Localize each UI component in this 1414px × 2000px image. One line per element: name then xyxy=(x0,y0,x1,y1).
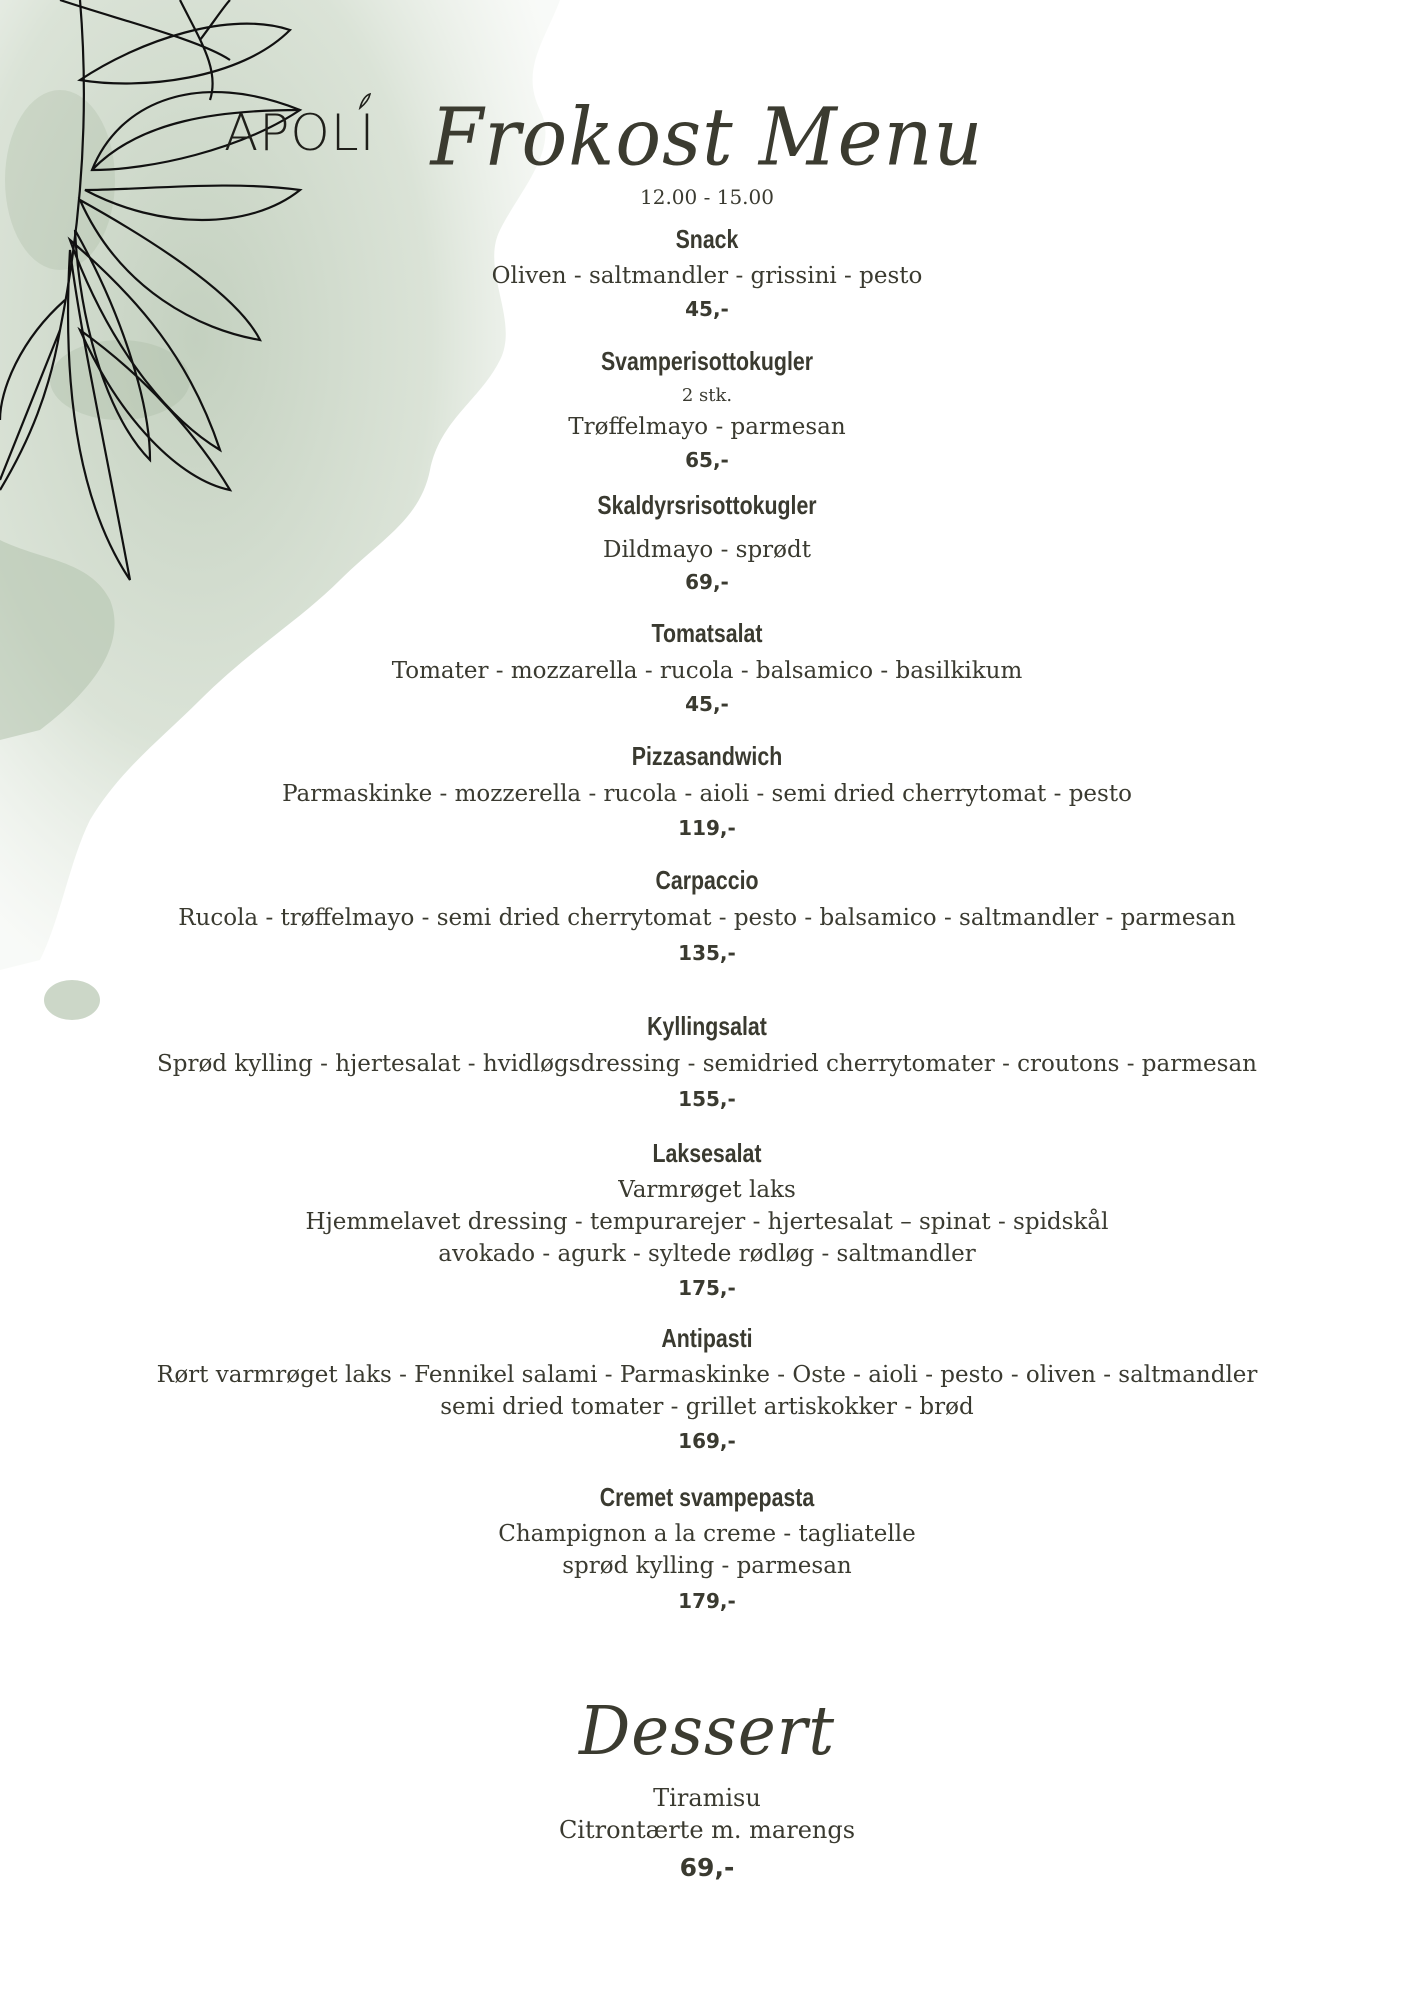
item-description: Champignon a la creme - tagliatelle xyxy=(498,1521,916,1547)
item-name: Antipasti xyxy=(661,1323,753,1353)
item-description: Hjemmelavet dressing - tempurarejer - hjertesalat – spinat - spidskål xyxy=(305,1209,1109,1235)
item-price: 119,- xyxy=(678,816,736,840)
item-description: Varmrøget laks xyxy=(618,1177,796,1203)
item-name: Tomatsalat xyxy=(651,618,763,648)
item-price: 179,- xyxy=(678,1589,736,1613)
item-description: Oliven - saltmandler - grissini - pesto xyxy=(491,263,923,289)
dessert-item: Tiramisu xyxy=(653,1784,761,1812)
item-description: Trøffelmayo - parmesan xyxy=(568,414,846,440)
item-price: 175,- xyxy=(678,1276,736,1300)
item-price: 169,- xyxy=(678,1429,736,1453)
item-description: sprød kylling - parmesan xyxy=(562,1553,852,1579)
item-description: Sprød kylling - hjertesalat - hvidløgsdressing - semidried cherrytomater - croutons - parmesan xyxy=(156,1051,1257,1077)
item-price: 65,- xyxy=(685,448,729,472)
dessert-title: Dessert xyxy=(578,1693,836,1771)
dessert-price: 69,- xyxy=(679,1853,735,1882)
item-description: Rørt varmrøget laks - Fennikel salami - Parmaskinke - Oste - aioli - pesto - oliven - saltmandler xyxy=(156,1362,1258,1388)
brand-logo: APOLI xyxy=(224,104,376,162)
menu-title: Frokost Menu xyxy=(430,89,984,184)
menu-hours: 12.00 - 15.00 xyxy=(640,185,774,209)
item-description: avokado - agurk - syltede rødløg - saltmandler xyxy=(438,1241,976,1267)
item-name: Pizzasandwich xyxy=(631,741,783,771)
dessert-item: Citrontærte m. marengs xyxy=(558,1816,856,1844)
item-description: Dildmayo - sprødt xyxy=(603,537,811,563)
item-name: Kyllingsalat xyxy=(647,1011,767,1041)
item-name: Laksesalat xyxy=(652,1138,762,1168)
item-price: 45,- xyxy=(685,692,729,716)
item-quantity: 2 stk. xyxy=(681,385,733,406)
item-price: 135,- xyxy=(678,941,736,965)
item-price: 69,- xyxy=(685,570,729,594)
item-name: Svamperisottokugler xyxy=(600,346,814,376)
item-name: Skaldyrsrisottokugler xyxy=(597,490,817,520)
item-description: semi dried tomater - grillet artiskokker - brød xyxy=(440,1394,974,1420)
item-description: Rucola - trøffelmayo - semi dried cherrytomat - pesto - balsamico - saltmandler - parmesan xyxy=(178,905,1236,931)
item-price: 155,- xyxy=(678,1087,736,1111)
item-name: Carpaccio xyxy=(655,865,759,895)
item-description: Tomater - mozzarella - rucola - balsamico - basilkikum xyxy=(391,658,1023,684)
item-name: Snack xyxy=(675,224,739,254)
item-price: 45,- xyxy=(685,297,729,321)
item-description: Parmaskinke - mozzerella - rucola - aioli - semi dried cherrytomat - pesto xyxy=(282,781,1132,807)
item-name: Cremet svampepasta xyxy=(599,1482,815,1512)
